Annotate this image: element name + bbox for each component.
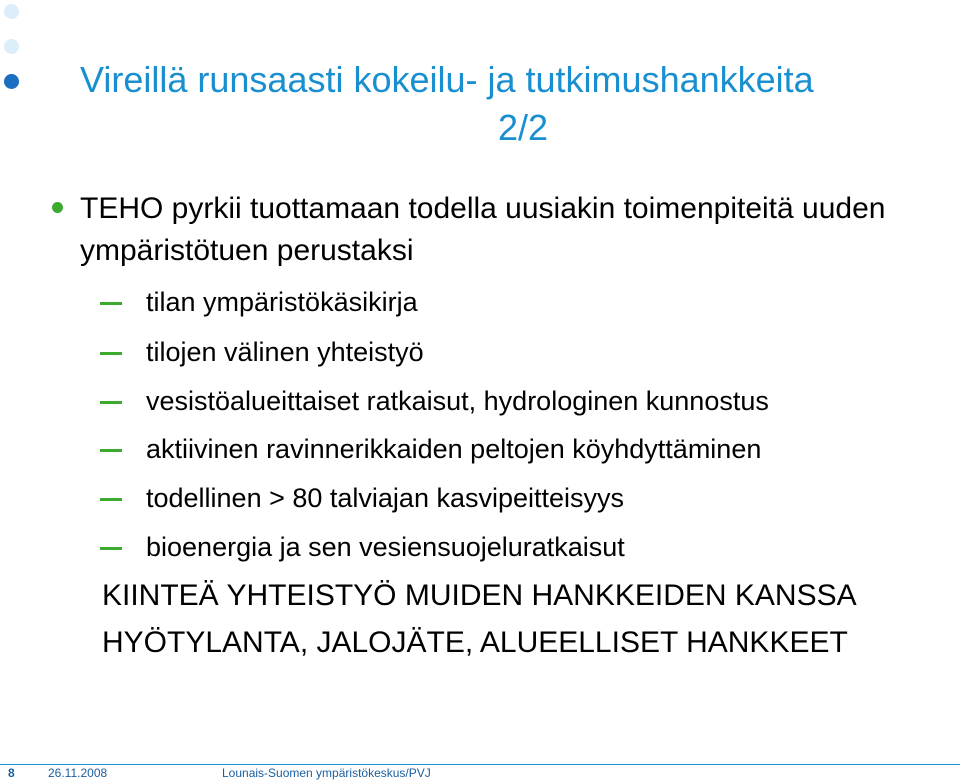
sub-item-text: tilojen välinen yhteistyö <box>146 337 424 367</box>
sub-item-text: aktiivinen ravinnerikkaiden peltojen köyhdyttäminen <box>146 434 762 464</box>
decorative-dot-top <box>4 4 19 19</box>
sub-item <box>146 335 424 369</box>
page-number: 8 <box>8 766 15 780</box>
sub-item <box>146 384 769 418</box>
dash-bullet-icon <box>100 302 122 305</box>
decorative-dot-bottom <box>4 74 19 89</box>
sub-item <box>146 285 418 319</box>
decorative-dot-middle <box>4 39 19 54</box>
sub-item-text: tilan ympäristökäsikirja <box>146 287 418 317</box>
slide-title <box>80 56 960 152</box>
dash-bullet-icon <box>100 449 122 452</box>
sub-item <box>146 481 624 515</box>
bullet-dot-icon <box>52 202 63 213</box>
dash-bullet-icon <box>100 547 122 550</box>
slide-title-line2: 2/2 <box>497 107 548 148</box>
dash-bullet-icon <box>100 498 122 501</box>
sub-item <box>146 530 625 564</box>
dash-bullet-icon <box>100 401 122 404</box>
sub-item <box>146 432 761 466</box>
caps-line-cooperation: KIINTEÄ YHTEISTYÖ MUIDEN HANKKEIDEN KANSSA <box>102 579 857 612</box>
footer-organization: Lounais-Suomen ympäristökeskus/PVJ <box>222 766 431 780</box>
main-bullet <box>80 188 960 272</box>
slide-title-line1: Vireillä runsaasti kokeilu- ja tutkimushankkeita <box>80 59 814 100</box>
caps-line-projects: HYÖTYLANTA, JALOJÄTE, ALUEELLISET HANKKEET <box>102 626 848 659</box>
footer-divider <box>0 764 960 765</box>
dash-bullet-icon <box>100 352 122 355</box>
footer-date: 26.11.2008 <box>48 766 108 780</box>
main-bullet-text: TEHO pyrkii tuottamaan todella uusiakin toimenpiteitä uuden ympäristötuen perustaksi <box>80 192 886 267</box>
sub-item-text: vesistöalueittaiset ratkaisut, hydrologinen kunnostus <box>146 386 769 416</box>
sub-item-text: todellinen > 80 talviajan kasvipeitteisyys <box>146 483 625 513</box>
sub-item-text: bioenergia ja sen vesiensuojeluratkaisut <box>146 532 625 562</box>
